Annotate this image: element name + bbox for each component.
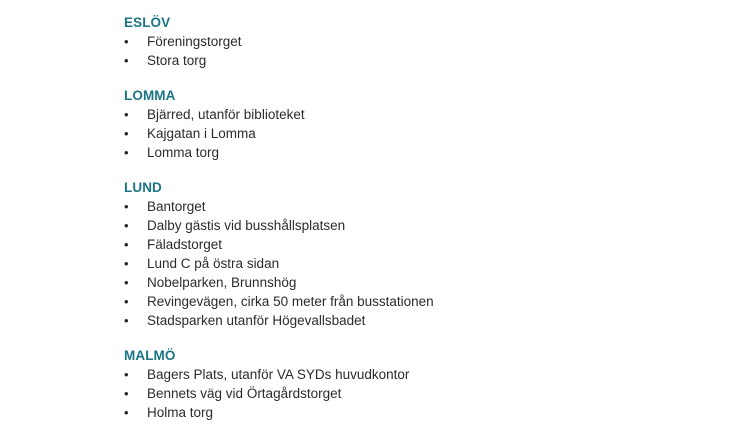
section-lund bbox=[124, 178, 724, 330]
list-item bbox=[124, 384, 724, 403]
list-item-label: Bjärred, utanför biblioteket bbox=[147, 107, 305, 122]
list-item bbox=[124, 403, 724, 422]
list-item bbox=[124, 273, 724, 292]
list-item bbox=[124, 197, 724, 216]
list-item-label: Stora torg bbox=[147, 53, 207, 68]
list-item-label: Dalby gästis vid busshållsplatsen bbox=[147, 218, 346, 233]
bullet-icon: • bbox=[124, 237, 129, 252]
bullet-icon: • bbox=[124, 218, 129, 233]
list-item-label: Nobelparken, Brunnshög bbox=[147, 275, 297, 290]
list-item bbox=[124, 105, 724, 124]
list-item-label: Bantorget bbox=[147, 199, 206, 214]
section-heading: LOMMA bbox=[124, 88, 176, 103]
location-list bbox=[124, 197, 724, 330]
list-item-label: Bennets väg vid Örtagårdstorget bbox=[147, 386, 342, 401]
section-heading: LUND bbox=[124, 180, 162, 195]
bullet-icon: • bbox=[124, 405, 129, 420]
bullet-icon: • bbox=[124, 386, 129, 401]
bullet-icon: • bbox=[124, 256, 129, 271]
document-body bbox=[124, 13, 724, 438]
list-item-label: Revingevägen, cirka 50 meter från busstationen bbox=[147, 294, 434, 309]
list-item bbox=[124, 216, 724, 235]
section-eslov bbox=[124, 13, 724, 70]
list-item bbox=[124, 311, 724, 330]
list-item bbox=[124, 292, 724, 311]
section-heading: MALMÖ bbox=[124, 348, 176, 363]
list-item-label: Kajgatan i Lomma bbox=[147, 126, 256, 141]
location-list bbox=[124, 32, 724, 70]
section-malmo bbox=[124, 346, 724, 422]
list-item-label: Bagers Plats, utanför VA SYDs huvudkontor bbox=[147, 367, 410, 382]
bullet-icon: • bbox=[124, 367, 129, 382]
bullet-icon: • bbox=[124, 126, 129, 141]
list-item-label: Lund C på östra sidan bbox=[147, 256, 280, 271]
section-heading: ESLÖV bbox=[124, 15, 171, 30]
list-item bbox=[124, 51, 724, 70]
list-item bbox=[124, 32, 724, 51]
list-item-label: Holma torg bbox=[147, 405, 214, 420]
section-lomma bbox=[124, 86, 724, 162]
list-item-label: Lomma torg bbox=[147, 145, 220, 160]
bullet-icon: • bbox=[124, 53, 129, 68]
location-list bbox=[124, 105, 724, 162]
list-item-label: Föreningstorget bbox=[147, 34, 242, 49]
list-item bbox=[124, 124, 724, 143]
bullet-icon: • bbox=[124, 294, 129, 309]
bullet-icon: • bbox=[124, 34, 129, 49]
list-item bbox=[124, 254, 724, 273]
bullet-icon: • bbox=[124, 145, 129, 160]
list-item bbox=[124, 143, 724, 162]
bullet-icon: • bbox=[124, 199, 129, 214]
list-item-label: Stadsparken utanför Högevallsbadet bbox=[147, 313, 366, 328]
bullet-icon: • bbox=[124, 275, 129, 290]
list-item bbox=[124, 235, 724, 254]
list-item bbox=[124, 365, 724, 384]
bullet-icon: • bbox=[124, 313, 129, 328]
list-item-label: Fäladstorget bbox=[147, 237, 223, 252]
location-list bbox=[124, 365, 724, 422]
bullet-icon: • bbox=[124, 107, 129, 122]
